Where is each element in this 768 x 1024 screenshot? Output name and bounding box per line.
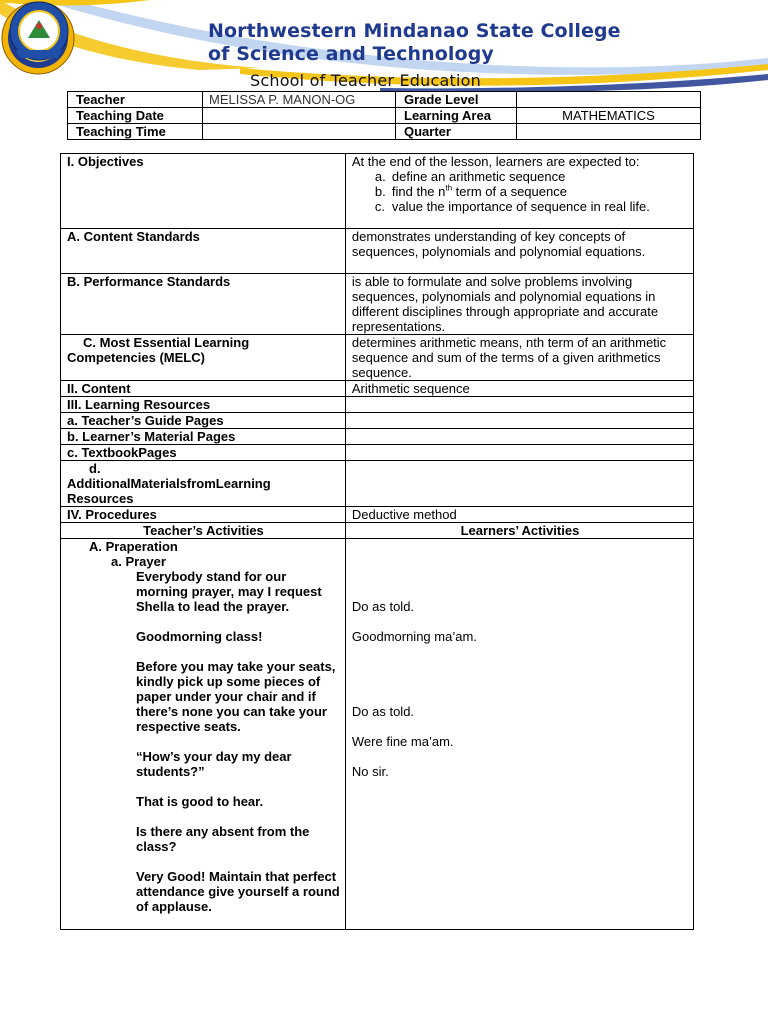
additional-materials-text: AdditionalMaterialsfromLearning Resources (67, 476, 271, 506)
additional-materials-marker: d. (89, 461, 101, 476)
teacher-line: Very Good! Maintain that perfect attendance give yourself a round of applause. (136, 869, 340, 914)
textbook-value (345, 445, 693, 461)
learners-material-label: b. Learner’s Material Pages (61, 429, 346, 445)
additional-materials-label (61, 461, 346, 507)
content-standards-value: demonstrates understanding of key concepts of sequences, polynomials and polynomial equations. (345, 229, 693, 274)
learner-line: Do as told. (351, 704, 415, 719)
letterhead (0, 0, 768, 92)
procedures-row (61, 507, 694, 523)
performance-standards-row (61, 274, 694, 335)
quarter-label: Quarter (396, 124, 517, 140)
performance-standards-label: B. Performance Standards (61, 274, 346, 335)
activities-row (61, 539, 694, 930)
melc-row (61, 335, 694, 381)
textbook-row (61, 445, 694, 461)
learners-activities-cell (345, 539, 693, 930)
info-row (68, 108, 701, 124)
teacher-line: Before you may take your seats, kindly pick up some pieces of paper under your chair and if there’s none you can take your respective seats. (136, 659, 336, 734)
teacher-value: MELISSA P. MANON-OG (203, 92, 396, 108)
learner-line: Do as told. (351, 599, 415, 614)
learning-resources-value (345, 397, 693, 413)
school-name: School of Teacher Education (250, 71, 481, 90)
objective-text: term of a sequence (452, 184, 567, 199)
superscript: th (445, 183, 453, 193)
school-of-teacher-education-seal-icon (0, 0, 78, 62)
lesson-info-table (67, 91, 701, 140)
objective-item (374, 183, 688, 199)
learning-resources-row (61, 397, 694, 413)
objectives-list (352, 169, 688, 214)
teachers-activities-cell (61, 539, 346, 930)
learner-line: Goodmorning ma’am. (351, 629, 477, 644)
teaching-date-value (203, 108, 396, 124)
learning-area-label: Learning Area (396, 108, 517, 124)
objective-marker: c. (374, 199, 386, 214)
teacher-line: “How’s your day my dear students?” (136, 749, 292, 779)
teacher-line: That is good to hear. (136, 794, 264, 809)
teacher-line: Everybody stand for our morning prayer, may I request Shella to lead the prayer. (136, 569, 322, 614)
lesson-plan-table (60, 153, 694, 930)
objective-text: define an arithmetic sequence (391, 169, 566, 184)
teaching-date-label: Teaching Date (68, 108, 203, 124)
additional-materials-value (345, 461, 693, 507)
info-row (68, 124, 701, 140)
performance-standards-value: is able to formulate and solve problems involving sequences, polynomials and polynomial equations in different disciplines through appropriate and accurate representations. (345, 274, 693, 335)
teachers-guide-value (345, 413, 693, 429)
info-row (68, 92, 701, 108)
objective-text: find the n (391, 184, 446, 199)
activities-header-row (61, 523, 694, 539)
content-value: Arithmetic sequence (345, 381, 693, 397)
learning-resources-label: III. Learning Resources (61, 397, 346, 413)
content-standards-label: A. Content Standards (61, 229, 346, 274)
objectives-cell (345, 154, 693, 229)
melc-label (61, 335, 346, 381)
objective-item (374, 169, 688, 184)
college-name-line-1: Northwestern Mindanao State College (208, 20, 621, 42)
learners-activities-header: Learners’ Activities (345, 523, 693, 539)
objective-text: value the importance of sequence in real life. (391, 199, 650, 214)
teacher-line: Is there any absent from the class? (136, 824, 310, 854)
learning-area-value: MATHEMATICS (517, 108, 701, 124)
additional-materials-row (61, 461, 694, 507)
objective-marker: a. (374, 169, 386, 184)
objective-item (374, 199, 688, 214)
melc-value: determines arithmetic means, nth term of an arithmetic sequence and sum of the terms of a given arithmetics sequence. (345, 335, 693, 381)
college-name (208, 20, 621, 66)
procedures-value: Deductive method (345, 507, 693, 523)
learners-material-row (61, 429, 694, 445)
melc-label-text: C. Most Essential Learning Competencies (MELC) (67, 335, 250, 365)
learner-line: No sir. (351, 764, 389, 779)
objectives-intro: At the end of the lesson, learners are expected to: (351, 154, 640, 169)
learner-line: Were fine ma’am. (351, 734, 454, 749)
textbook-label: c. TextbookPages (61, 445, 346, 461)
content-standards-row (61, 229, 694, 274)
teachers-guide-row (61, 413, 694, 429)
teaching-time-value (203, 124, 396, 140)
grade-level-value (517, 92, 701, 108)
objectives-row (61, 154, 694, 229)
objective-marker: b. (374, 184, 386, 199)
objectives-label: I. Objectives (61, 154, 346, 229)
preparation-heading: A. Praperation (89, 539, 178, 554)
procedures-label: IV. Procedures (61, 507, 346, 523)
teachers-guide-label: a. Teacher’s Guide Pages (61, 413, 346, 429)
content-label: II. Content (61, 381, 346, 397)
teaching-time-label: Teaching Time (68, 124, 203, 140)
learners-material-value (345, 429, 693, 445)
teacher-line: Goodmorning class! (136, 629, 263, 644)
quarter-value (517, 124, 701, 140)
teachers-activities-header: Teacher’s Activities (61, 523, 346, 539)
teacher-label: Teacher (68, 92, 203, 108)
prayer-heading: a. Prayer (111, 554, 166, 569)
content-row (61, 381, 694, 397)
college-name-line-2: of Science and Technology (208, 43, 494, 65)
grade-level-label: Grade Level (396, 92, 517, 108)
